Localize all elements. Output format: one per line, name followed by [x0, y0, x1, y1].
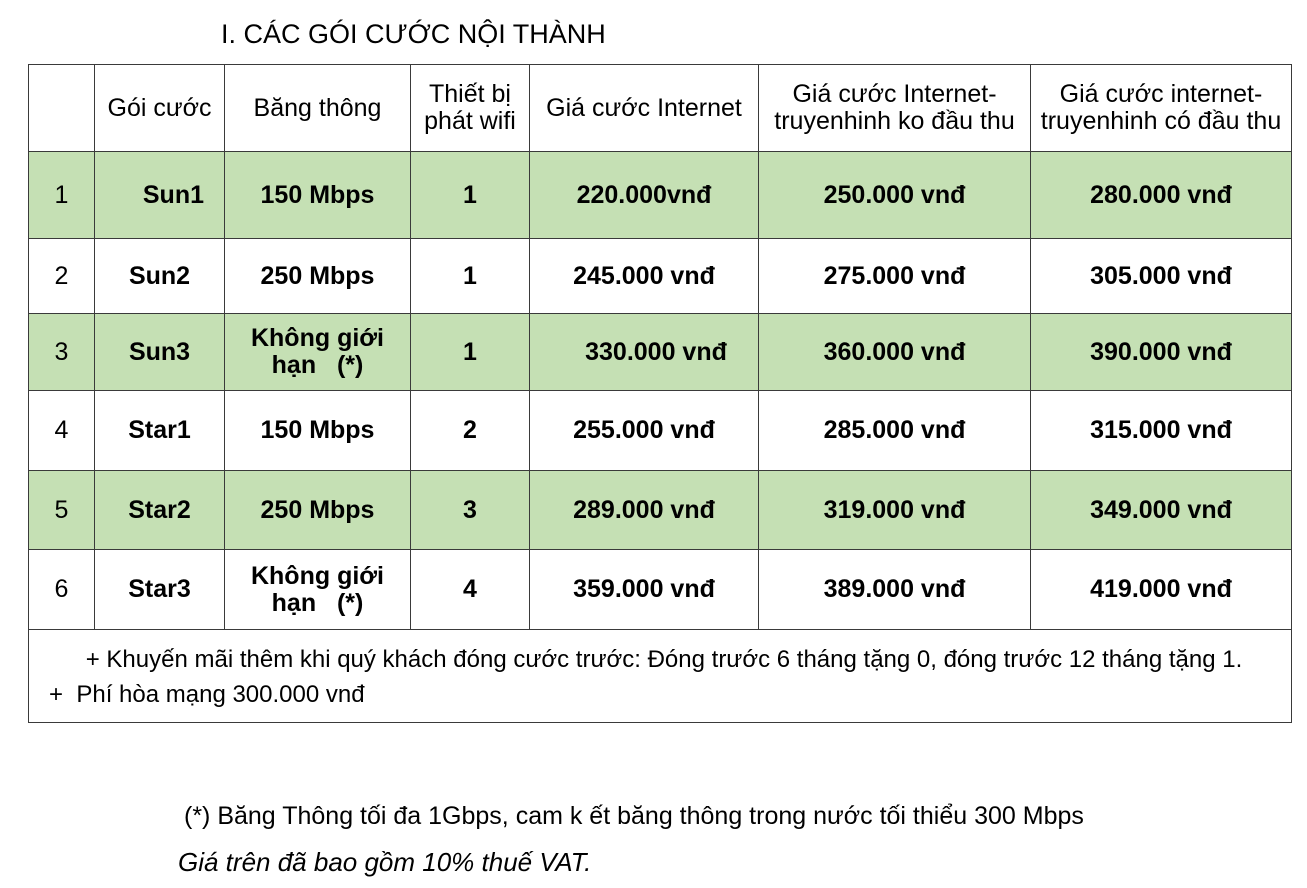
header-tv-box — [1031, 65, 1292, 152]
price-table — [28, 64, 1292, 723]
promo-note: + Khuyến mãi thêm khi quý khách đóng cước trước: Đóng trước 6 tháng tặng 0, đóng trước 12 tháng tặng 1. — [85, 646, 1243, 673]
cell-bandwidth — [225, 239, 411, 314]
cell-tv-no-box-price: 285.000 vnđ — [759, 391, 1031, 471]
cell-tv-box-price: 315.000 vnđ — [1031, 391, 1292, 471]
header-tv-no-box-line2: truyenhinh ko đầu thu — [774, 107, 1015, 135]
cell-stt: 4 — [29, 391, 95, 471]
table-row — [29, 239, 1292, 314]
cell-bandwidth — [225, 391, 411, 471]
cell-stt: 1 — [29, 152, 95, 239]
cell-bandwidth-line1: 150 Mbps — [260, 180, 375, 209]
connection-fee-note: + Phí hòa mạng 300.000 vnđ — [49, 681, 365, 708]
header-wifi-line2: phát wifi — [424, 107, 516, 135]
header-internet-price: Giá cước Internet — [530, 65, 759, 152]
cell-wifi: 1 — [411, 314, 530, 391]
cell-package: Star2 — [95, 471, 225, 550]
cell-internet-price: 255.000 vnđ — [530, 391, 759, 471]
cell-bandwidth-line2: hạn (*) — [271, 351, 364, 379]
cell-bandwidth — [225, 152, 411, 239]
header-wifi — [411, 65, 530, 152]
cell-internet-price: 245.000 vnđ — [530, 239, 759, 314]
header-tv-no-box-line1: Giá cước Internet- — [792, 80, 997, 108]
cell-tv-box-price: 280.000 vnđ — [1031, 152, 1292, 239]
header-tv-no-box — [759, 65, 1031, 152]
cell-tv-no-box-price: 389.000 vnđ — [759, 550, 1031, 630]
cell-internet-price: 220.000vnđ — [530, 152, 759, 239]
cell-bandwidth-line1: 250 Mbps — [260, 495, 375, 524]
header-tv-box-line2: truyenhinh có đầu thu — [1040, 107, 1282, 135]
cell-stt: 5 — [29, 471, 95, 550]
table-row — [29, 314, 1292, 391]
cell-bandwidth-line1: Không giới — [250, 324, 385, 352]
cell-stt: 3 — [29, 314, 95, 391]
cell-package: Star3 — [95, 550, 225, 630]
cell-package: Sun3 — [95, 314, 225, 391]
cell-wifi: 1 — [411, 239, 530, 314]
cell-package: Sun1 — [95, 152, 225, 239]
cell-package: Star1 — [95, 391, 225, 471]
cell-tv-no-box-price: 250.000 vnđ — [759, 152, 1031, 239]
table-row — [29, 471, 1292, 550]
cell-bandwidth-line2: hạn (*) — [271, 588, 364, 617]
cell-bandwidth-line1: Không giới — [250, 561, 385, 590]
cell-tv-no-box-price: 275.000 vnđ — [759, 239, 1031, 314]
cell-package: Sun2 — [95, 239, 225, 314]
cell-wifi: 2 — [411, 391, 530, 471]
table-row — [29, 391, 1292, 471]
cell-bandwidth — [225, 550, 411, 630]
cell-tv-no-box-price: 319.000 vnđ — [759, 471, 1031, 550]
vat-footnote: Giá trên đã bao gồm 10% thuế VAT. — [178, 847, 592, 877]
header-stt — [29, 65, 95, 152]
cell-stt: 6 — [29, 550, 95, 630]
header-bandwidth: Băng thông — [225, 65, 411, 152]
cell-bandwidth-line1: 150 Mbps — [260, 416, 375, 444]
cell-internet-price: 289.000 vnđ — [530, 471, 759, 550]
cell-wifi: 4 — [411, 550, 530, 630]
bandwidth-footnote: (*) Băng Thông tối đa 1Gbps, cam k ết băng thông trong nước tối thiểu 300 Mbps — [184, 802, 1084, 830]
table-header-row — [29, 65, 1292, 152]
header-package: Gói cước — [95, 65, 225, 152]
cell-bandwidth — [225, 314, 411, 391]
notes-cell — [29, 630, 1292, 723]
cell-wifi: 1 — [411, 152, 530, 239]
cell-internet-price: 330.000 vnđ — [530, 314, 759, 391]
cell-tv-box-price: 305.000 vnđ — [1031, 239, 1292, 314]
cell-tv-no-box-price: 360.000 vnđ — [759, 314, 1031, 391]
cell-wifi: 3 — [411, 471, 530, 550]
cell-internet-price: 359.000 vnđ — [530, 550, 759, 630]
cell-stt: 2 — [29, 239, 95, 314]
header-wifi-line1: Thiết bị — [429, 80, 511, 108]
page-title: I. CÁC GÓI CƯỚC NỘI THÀNH — [221, 19, 606, 49]
table-row — [29, 550, 1292, 630]
cell-bandwidth — [225, 471, 411, 550]
cell-tv-box-price: 419.000 vnđ — [1031, 550, 1292, 630]
cell-tv-box-price: 349.000 vnđ — [1031, 471, 1292, 550]
header-tv-box-line1: Giá cước internet- — [1059, 80, 1263, 108]
notes-row — [29, 630, 1292, 723]
cell-tv-box-price: 390.000 vnđ — [1031, 314, 1292, 391]
cell-bandwidth-line1: 250 Mbps — [260, 261, 375, 290]
table-row — [29, 152, 1292, 239]
